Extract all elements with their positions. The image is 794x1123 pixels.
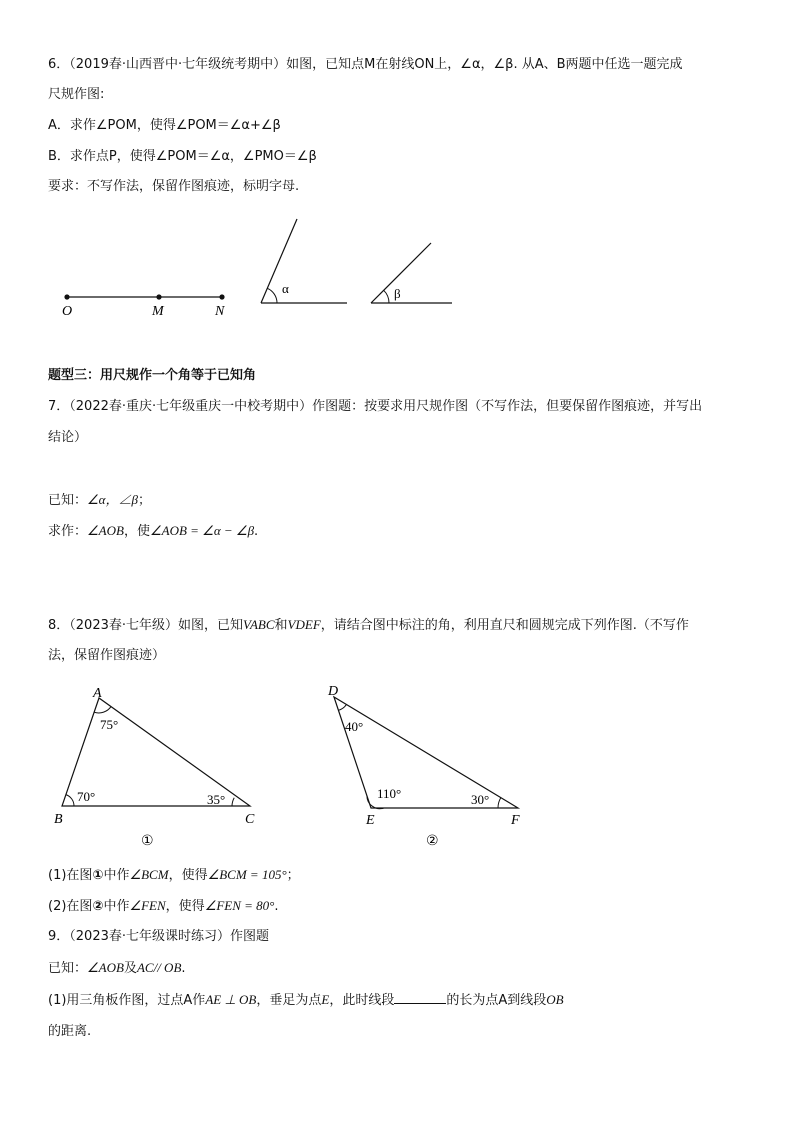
q7-given: 已知：∠α，∠β； [48, 492, 151, 508]
q8-sub1: (1)在图①中作∠BCM，使得∠BCM = 105°； [48, 867, 300, 883]
label-n: N [215, 304, 225, 319]
angle-d-value: 40° [345, 719, 364, 734]
figure-1-number: ① [141, 833, 154, 849]
label-d: D [328, 684, 339, 699]
q8-sub2: (2)在图②中作∠FEN，使得∠FEN = 80°. [48, 898, 279, 914]
q7-line1: 7．（2022春·重庆·七年级重庆一中校考期中）作图题：按要求用尺规作图（不写作法，但要保留作图痕迹，并写出 [48, 399, 703, 414]
label-a: A [93, 686, 102, 701]
q6-requirement: 要求：不写作法，保留作图痕迹，标明字母. [48, 179, 300, 194]
q7-line2: 结论） [48, 430, 88, 445]
angle-f-value: 30° [471, 792, 490, 807]
q7-given-math: ∠α，∠β [87, 492, 138, 507]
q9-sub1: (1)用三角板作图，过点A作AE ⊥ OB，垂足为点E，此时线段 的长为点A到线段OB [48, 992, 564, 1008]
q9-line1: 9．（2023春·七年级课时练习）作图题 [48, 929, 269, 944]
angle-c-value: 35° [207, 792, 226, 807]
label-o: O [62, 304, 73, 319]
angle-e-value: 110° [377, 786, 402, 801]
q6-line1: 6．（2019春·山西晋中·七年级统考期中）如图，已知点M在射线ON上，∠α，∠β. 从A、B两题中任选一题完成 [48, 57, 683, 72]
q6-option-a: A．求作∠POM，使得∠POM＝∠α+∠β [48, 118, 281, 133]
label-b: B [54, 812, 63, 827]
triangle-def [327, 684, 520, 849]
q9-last-line: 的距离. [48, 1024, 92, 1039]
angle-a-value: 75° [100, 717, 119, 732]
label-m: M [152, 304, 164, 319]
section3-title: 题型三：用尺规作一个角等于已知角 [48, 368, 257, 383]
label-c: C [245, 812, 255, 827]
q6-option-b: B．求作点P，使得∠POM＝∠α，∠PMO＝∠β [48, 149, 317, 164]
q9-given: 已知：∠AOB及AC// OB. [48, 960, 186, 976]
label-e: E [366, 813, 375, 828]
label-f: F [511, 813, 520, 828]
q6-line2: 尺规作图: [48, 87, 105, 102]
label-alpha: α [282, 281, 289, 296]
figure-2-number: ② [426, 833, 439, 849]
triangle-abc [54, 686, 255, 849]
q8-line1: 8．（2023春·七年级）如图，已知VABC和VDEF，请结合图中标注的角，利用直尺和圆规完成下列作图.（不写作 [48, 617, 689, 633]
q8-line2: 法，保留作图痕迹） [48, 648, 166, 663]
angle-b-value: 70° [77, 789, 96, 804]
answer-blank[interactable] [394, 990, 446, 1004]
q7-make: 求作：∠AOB，使∠AOB = ∠α − ∠β. [48, 523, 259, 539]
label-beta: β [394, 286, 401, 301]
